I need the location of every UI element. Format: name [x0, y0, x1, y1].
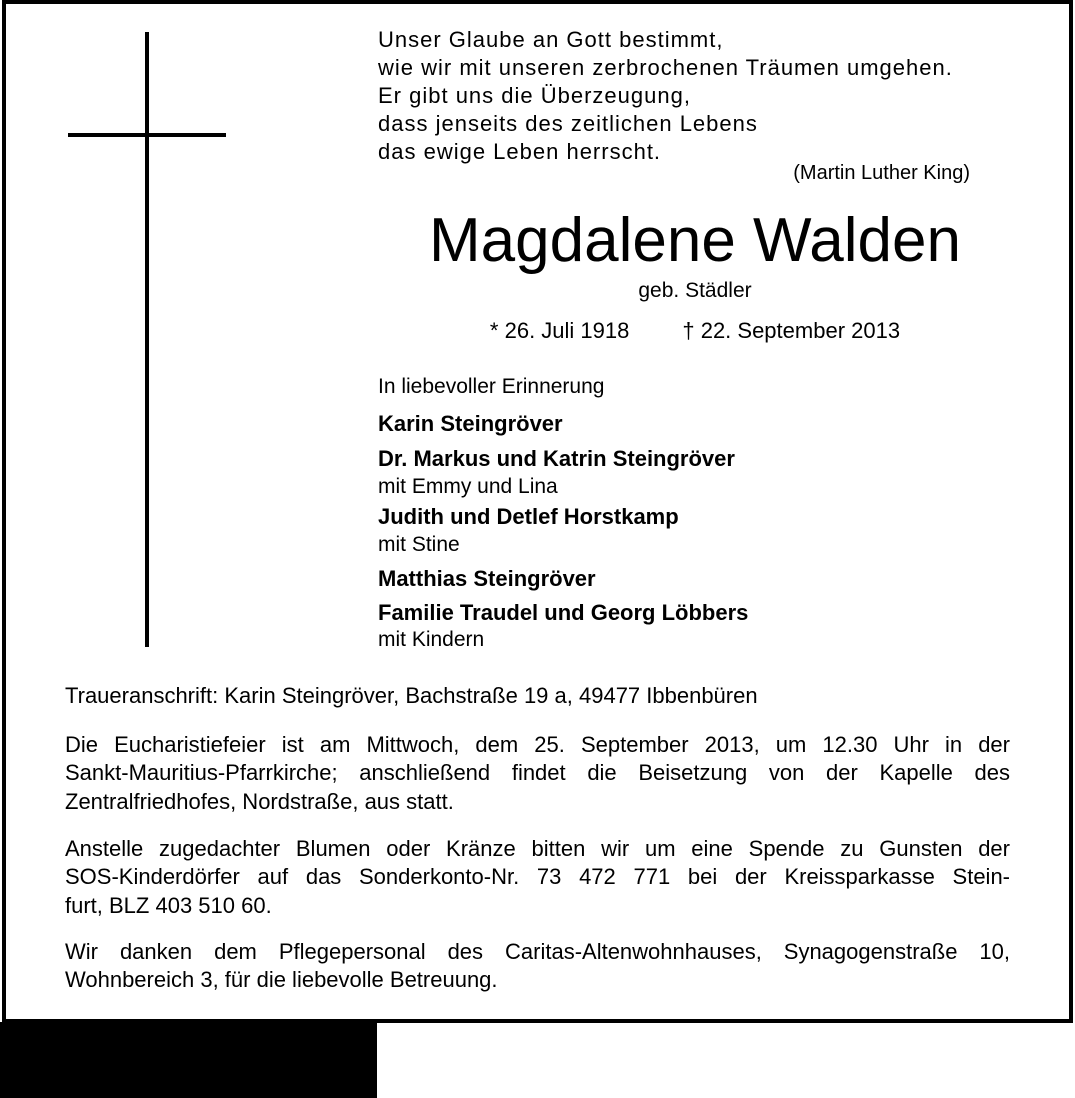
donation-info-line: furt, BLZ 403 510 60.	[65, 893, 272, 918]
mourner-name: Dr. Markus und Katrin Steingröver	[378, 446, 735, 471]
mourner-name: Matthias Steingröver	[378, 566, 596, 591]
quote-line: das ewige Leben herrscht.	[378, 139, 662, 164]
life-dates	[378, 318, 1012, 343]
mourner-name: Familie Traudel und Georg Löbbers	[378, 600, 749, 625]
quote-block	[378, 26, 953, 166]
mourner-name: Judith und Detlef Horstkamp	[378, 504, 679, 529]
mourner-name: Karin Steingröver	[378, 411, 563, 436]
quote-line: wie wir mit unseren zerbrochenen Träumen umgehen.	[378, 55, 953, 80]
quote-line: Er gibt uns die Überzeugung,	[378, 83, 691, 108]
donation-info-line: Anstelle zugedachter Blumen oder Kränze bitten wir um eine Spende zu Gunsten der	[65, 836, 1010, 861]
service-info-line: Zentralfriedhofes, Nordstraße, aus statt.	[65, 789, 454, 814]
death-date: † 22. September 2013	[682, 318, 901, 343]
mourning-address-line: Traueranschrift: Karin Steingröver, Bachstraße 19 a, 49477 Ibbenbüren	[65, 683, 758, 708]
quote-line: Unser Glaube an Gott bestimmt,	[378, 27, 724, 52]
donation-info-line: SOS-Kinderdörfer auf das Sonderkonto-Nr. 73 472 771 bei der Kreissparkasse Stein-	[65, 864, 1010, 889]
cross-vertical-bar	[145, 32, 149, 647]
mourners-intro: In liebevoller Erinnerung	[378, 375, 605, 398]
mourner-sub: mit Emmy und Lina	[378, 475, 558, 498]
service-info-line: Die Eucharistiefeier ist am Mittwoch, dem 25. September 2013, um 12.30 Uhr in der	[65, 732, 1010, 757]
redaction-bar	[0, 1022, 377, 1098]
quote-attribution: (Martin Luther King)	[793, 162, 970, 184]
quote-line: dass jenseits des zeitlichen Lebens	[378, 111, 758, 136]
mourner-sub: mit Kindern	[378, 628, 485, 651]
thanks-line: Wohnbereich 3, für die liebevolle Betreuung.	[65, 967, 498, 992]
thanks-line: Wir danken dem Pflegepersonal des Caritas-Altenwohnhauses, Synagogenstraße 10,	[65, 939, 1010, 964]
mourner-sub: mit Stine	[378, 533, 460, 556]
birth-date: * 26. Juli 1918	[489, 318, 630, 343]
service-info-line: Sankt-Mauritius-Pfarrkirche; anschließend findet die Beisetzung von der Kapelle des	[65, 760, 1010, 785]
deceased-name: Magdalene Walden	[429, 206, 961, 275]
maiden-name: geb. Städler	[638, 279, 752, 302]
cross-horizontal-bar	[68, 133, 226, 137]
